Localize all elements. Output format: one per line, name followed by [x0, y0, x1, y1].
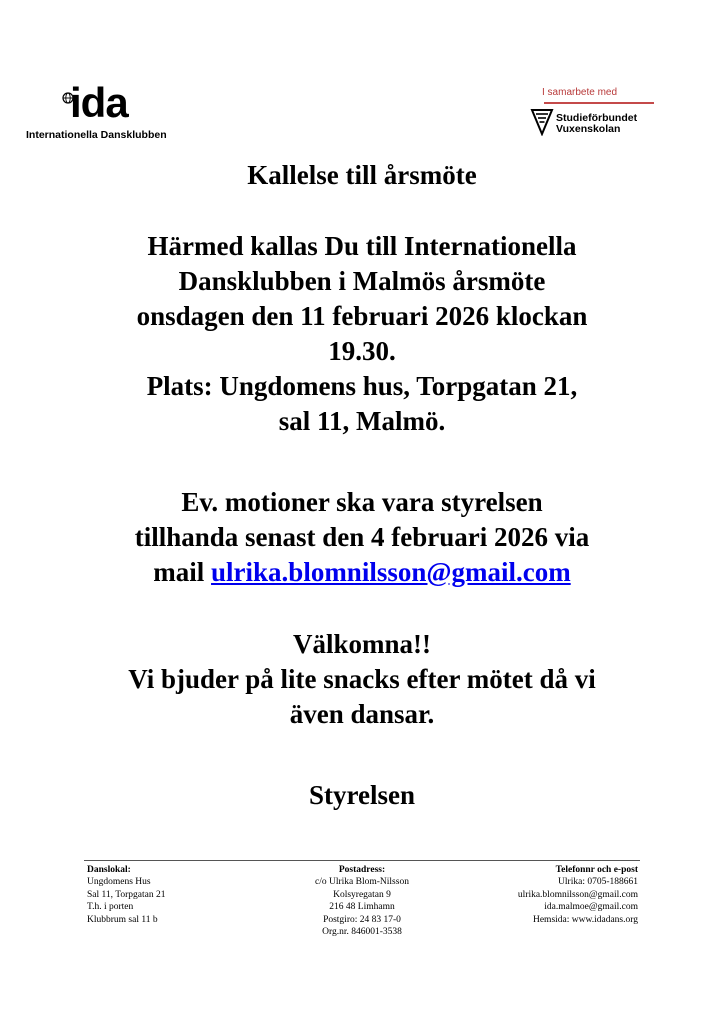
partner-accent-line: [544, 102, 654, 104]
footer-postal-line: Org.nr. 846001-3538: [322, 927, 402, 938]
invitation-block: [62, 229, 662, 439]
footer-contact-line: ulrika.blomnilsson@gmail.com: [517, 889, 638, 900]
footer-venue-line: T.h. i porten: [87, 902, 134, 913]
footer-postal-line: c/o Ulrika Blom-Nilsson: [315, 877, 409, 888]
footer-contact-line: Ulrika: 0705-188661: [558, 877, 638, 888]
footer-contact-heading: Telefonnr och e-post: [555, 865, 638, 875]
invitation-line: Plats: Ungdomens hus, Torpgatan 21,: [146, 371, 578, 401]
footer-postal: [262, 864, 462, 938]
welcome-line: Vi bjuder på lite snacks efter mötet då vi: [128, 664, 596, 694]
footer-venue: [87, 864, 166, 926]
ida-logo: [26, 79, 176, 142]
motions-block: [62, 485, 662, 590]
welcome-block: [62, 627, 662, 732]
footer-contact-line: Hemsida: www.idadans.org: [532, 914, 638, 925]
footer-postal-line: 216 48 Limhamn: [329, 902, 395, 913]
signature-block: [62, 778, 662, 813]
signature: Styrelsen: [309, 780, 415, 810]
document-title-block: [62, 158, 662, 193]
invitation-line: onsdagen den 11 februari 2026 klockan: [136, 301, 588, 331]
footer-contact: [518, 864, 638, 926]
footer-contact-line: ida.malmoe@gmail.com: [544, 902, 638, 913]
partner-name-line2: Vuxenskolan: [556, 123, 621, 135]
ida-logo-subtitle: Internationella Dansklubben: [26, 129, 167, 141]
motions-line: Ev. motioner ska vara styrelsen: [181, 487, 543, 517]
vuxenskolan-emblem-icon: [530, 108, 554, 136]
motions-mail-prefix: mail: [153, 557, 212, 587]
footer-venue-line: Ungdomens Hus: [87, 877, 151, 888]
partner-name-line1: Studieförbundet: [556, 112, 638, 124]
welcome-line: även dansar.: [289, 699, 435, 729]
invitation-line: Härmed kallas Du till Internationella: [147, 231, 577, 261]
footer-postal-heading: Postadress:: [338, 865, 386, 875]
vuxenskolan-logo: [530, 84, 665, 142]
footer-postal-line: Postgiro: 24 83 17-0: [323, 914, 401, 925]
footer-venue-line: Klubbrum sal 11 b: [87, 914, 158, 925]
invitation-line: sal 11, Malmö.: [278, 406, 446, 436]
invitation-line: 19.30.: [328, 336, 396, 366]
email-link[interactable]: ulrika.blomnilsson@gmail.com: [211, 557, 571, 587]
welcome-line: Välkomna!!: [292, 629, 431, 659]
ida-logo-word: ida: [70, 79, 128, 126]
motions-line: [62, 555, 662, 590]
document-title: Kallelse till årsmöte: [247, 160, 477, 190]
footer-venue-heading: Danslokal:: [87, 865, 131, 875]
invitation-line: Dansklubben i Malmös årsmöte: [178, 266, 546, 296]
footer-venue-line: Sal 11, Torpgatan 21: [87, 889, 166, 900]
motions-line: tillhanda senast den 4 februari 2026 via: [134, 522, 590, 552]
partner-tagline: I samarbete med: [542, 87, 618, 98]
footer-divider: [84, 860, 640, 861]
footer-postal-line: Kolsyregatan 9: [333, 889, 391, 900]
